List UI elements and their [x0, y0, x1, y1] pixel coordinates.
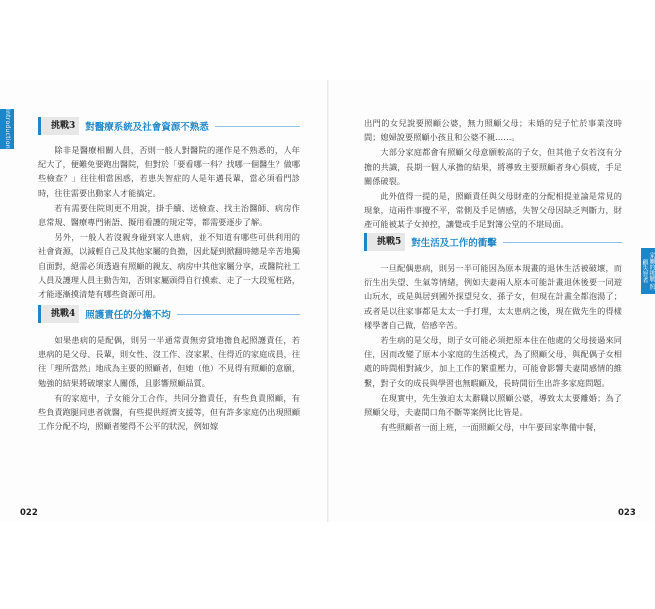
- paragraph: 此外值得一提的是，照顧責任與父母財產的分配相提並論是常見的現象，這兩件事攪不平，常側及手足情感，失智父母因缺乏判斷力，財產可能被某子女掉控，讓覺或手足對簿公堂的不堪局面。: [364, 191, 622, 230]
- section4-badge: 挑戰4: [38, 305, 79, 323]
- page-gutter: [327, 80, 329, 522]
- section4-rule: [177, 314, 300, 315]
- section5-heading: [364, 233, 622, 251]
- page-number-right: 023: [618, 508, 636, 518]
- section5-rule: [503, 242, 622, 243]
- paragraph: 出門的女兒說要照顧公婆，無力照顧父母；未婚的兒子忙於事業沒時間；媳婦說要照顧小孩且和公婆不親……。: [364, 118, 622, 143]
- section3-title: 對醫療系統及社會資源不熟悉: [85, 122, 209, 133]
- section4-body: [38, 333, 300, 433]
- paragraph: 若有需要住院則更不用說，掛手續、送檢查、找主治醫師、病房作息常規、醫療專門術語、擬用看護的規定等，都需要逐步了解。: [38, 202, 300, 228]
- section3-badge: 挑戰3: [38, 117, 79, 135]
- paragraph: 一旦配偶患病，則另一半可能因為原本規畫的退休生活被破壞，而衍生出失望、生氣等情緒，例如夫妻兩人原本可能計畫退休後要一同遊山玩水，或是與居到國外探望兒女、孫子女，但現在計畫全都泡湯了；或者是以往家事都是太太一手打理，太太患病之後，現在做先生的得樣樣學著自己做，倍感辛苦。: [364, 263, 622, 330]
- paragraph: 如果患病的是配偶，則另一半通常責無旁貸地擔負起照護責任，若患病的是父母、長輩，則女性、沒工作、沒家累、住得近的家庭成員，往往「理所當然」地成為主要的照顧者，但她（他）不見得有照顧的意願，勉強的結果將破壞家人關係，且影響照顧品質。: [38, 335, 301, 388]
- paragraph: 若生病的是父母，則子女可能必須把原本住在他處的父母接過來同住，因而改變了原本小家庭的生活模式，為了照顧父母，與配偶子女相處的時間相對減少，加上工作的繁重壓力，可能會影響夫妻間感情的維繫，對子女的成長與學習也無暇顧及，長時間衍生出許多家庭問題。: [364, 335, 622, 388]
- section4-title: 照護責任的分擔不均: [85, 310, 171, 321]
- paragraph: 有些照顧者一面上班，一面照顧父母，中午要回家準備中餐，: [380, 422, 602, 433]
- section5-badge: 挑戰5: [364, 233, 405, 251]
- right-top-body: [364, 116, 622, 232]
- paragraph: 大部分家庭都會有照顧父母意願較高的子女，但其他子女若沒有分擔的共識，長期一個人承擔的結果，將導致主要照顧者身心俱疲，手足關係破裂。: [364, 147, 622, 186]
- page-number-left: 022: [20, 508, 38, 518]
- section3-body: [38, 143, 300, 301]
- section5-body: [364, 261, 622, 434]
- section5-title: 對生活及工作的衝擊: [411, 238, 497, 249]
- side-tab-right: 家屬的挑戰 照顧失智者: [641, 248, 655, 294]
- paragraph: 除非是醫療相關人員，否則一般人對醫院的運作是不熟悉的，人年紀大了，便難免要跑出醫院，但對於「要看哪一科？找哪一個醫生？做哪些檢查？」往往相當困惑，若患失智症的人是年邁長輩，當必須看門診時，往往需要出動家人才能搞定。: [38, 145, 301, 198]
- section4-heading: [38, 305, 300, 323]
- side-tab-left: Introduction: [0, 109, 14, 149]
- section3-rule: [215, 126, 300, 127]
- paragraph: 另外，一般人若沒親身碰到家人患病，並不知道有哪些可供利用的社會資源，以減輕自己及其他家屬的負擔，因此疑到掀翻時總是辛苦地獨自面對，絕需必須透過有照顧的親友、病房中其他家屬分享，或醫院社工人員及護理人員主動告知，否則家屬頭得自行摸索、走了一大段冤枉路，才能逐漸摸清楚有哪些資源可用。: [38, 232, 301, 300]
- paragraph: 在現實中，先生強迫太太辭職以照顧公婆，導致太太要離婚；為了照顧父母，夫妻間口角不斷等案例比比皆是。: [364, 392, 622, 418]
- paragraph: 有的家庭中，子女能分工合作，共同分擔責任，有些負責照顧，有些負責跑腿同患者就醫，有些提供經濟支援等，但有許多家庭仍出現照顧工作分配不均，照顧者變得不公平的狀況，例如嫁: [38, 392, 301, 432]
- section3-heading: [38, 117, 300, 135]
